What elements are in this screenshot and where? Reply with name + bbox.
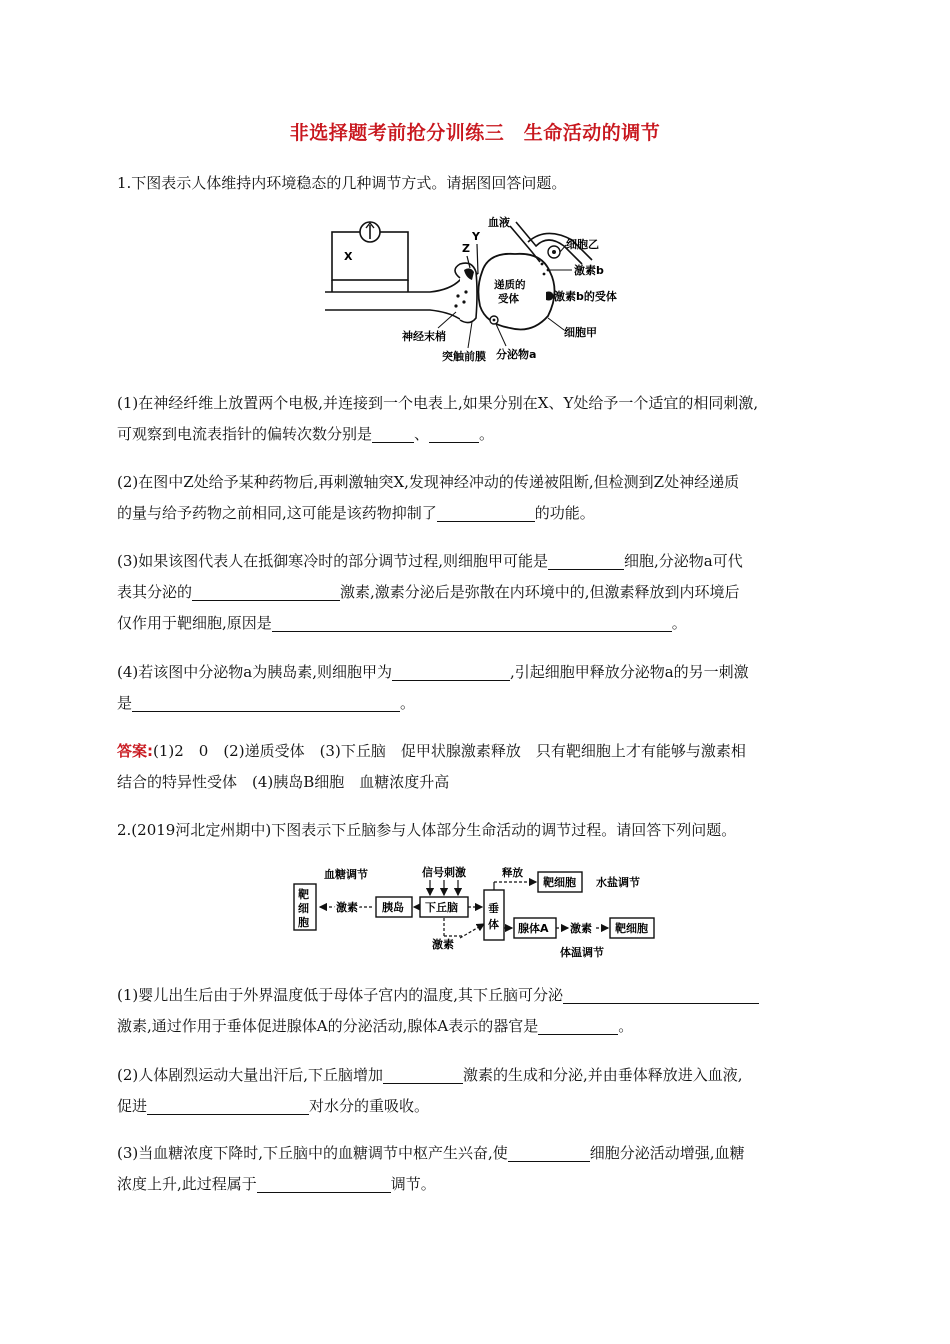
- answer-blank[interactable]: [437, 503, 535, 522]
- label-cell-jia: 细胞甲: [564, 326, 597, 339]
- q2-part1-line2: [117, 1011, 837, 1042]
- answer-blank[interactable]: [192, 582, 340, 601]
- q2-part1: [117, 980, 837, 1042]
- q1-part2-line2: [117, 498, 837, 529]
- text: 浓度上升,此过程属于: [117, 1175, 257, 1193]
- label-target-2: 靶细胞: [615, 922, 648, 935]
- text: 的量与给予药物之前相同,这可能是该药物抑制了: [117, 504, 437, 522]
- text: 、: [414, 425, 430, 443]
- q1-part2: [117, 467, 837, 529]
- q2-figure: [290, 860, 670, 968]
- q1-stem: [117, 168, 837, 199]
- q1-answer: [117, 736, 837, 798]
- answer-blank[interactable]: [548, 551, 624, 570]
- answer-blank[interactable]: [147, 1096, 309, 1115]
- q2-part2-line2: [117, 1091, 837, 1122]
- target-left-char-3: 胞: [298, 916, 309, 929]
- label-temp: 体温调节: [560, 946, 604, 959]
- text: 仅作用于靶细胞,原因是: [117, 614, 272, 632]
- answer-blank[interactable]: [372, 424, 414, 443]
- text: (3)如果该图代表人在抵御寒冷时的部分调节过程,则细胞甲可能是: [117, 552, 549, 570]
- label-hormone-3: 激素: [432, 938, 454, 951]
- answer-blank[interactable]: [563, 985, 759, 1004]
- answer-blank[interactable]: [383, 1065, 463, 1084]
- answer-blank[interactable]: [257, 1174, 391, 1193]
- text: (3)当血糖浓度下降时,下丘脑中的血糖调节中枢产生兴奋,使: [117, 1144, 508, 1162]
- q1-answer-line2: 结合的特异性受体 (4)胰岛B细胞 血糖浓度升高: [117, 773, 450, 791]
- text: (1)婴儿出生后由于外界温度低于母体子宫内的温度,其下丘脑可分泌: [117, 986, 564, 1004]
- answer-blank[interactable]: [429, 424, 479, 443]
- label-hormone-b-receptor: 激素b的受体: [554, 290, 617, 303]
- q1-part3-line1: [117, 546, 837, 577]
- q1-part3-line2: [117, 577, 837, 608]
- q1-part3-line3: [117, 608, 837, 639]
- q2-part1-line1: [117, 980, 837, 1011]
- answer-text: (1)2 0 (2)递质受体 (3)下丘脑 促甲状腺激素释放 只有靶细胞上才有能够与激素相: [153, 742, 746, 760]
- axon: [325, 273, 478, 292]
- q1-stem-text: 1.下图表示人体维持内环境稳态的几种调节方式。请据图回答问题。: [117, 174, 567, 192]
- text: 是: [117, 694, 133, 712]
- label-nerve-ending: 神经末梢: [402, 330, 446, 343]
- text: 。: [671, 614, 687, 632]
- q2-part2-line1: [117, 1060, 837, 1091]
- text: 细胞分泌活动增强,血糖: [589, 1144, 745, 1162]
- label-hormone-b: 激素b: [574, 264, 604, 277]
- pituitary-char-1: 垂: [488, 902, 499, 915]
- text: (4)若该图中分泌物a为胰岛素,则细胞甲为: [117, 663, 392, 681]
- text: 激素,激素分泌后是弥散在内环境中的,但激素释放到内环境后: [340, 583, 740, 601]
- text: (2)人体剧烈运动大量出汗后,下丘脑增加: [117, 1066, 384, 1084]
- q1-part3: [117, 546, 837, 639]
- text: 的功能。: [534, 504, 595, 522]
- q2-part3: [117, 1138, 837, 1200]
- label-water-salt: 水盐调节: [596, 876, 640, 889]
- label-hormone-2: 激素: [570, 922, 592, 935]
- label-blood-sugar: 血糖调节: [324, 868, 368, 881]
- text: 。: [479, 425, 495, 443]
- text: 对水分的重吸收。: [309, 1097, 430, 1115]
- label-x: X: [344, 250, 353, 263]
- label-islet: 胰岛: [382, 901, 404, 914]
- q1-part4: [117, 657, 837, 719]
- answer-label: 答案:: [117, 742, 153, 760]
- answer-blank[interactable]: [508, 1143, 590, 1162]
- label-target-1: 靶细胞: [543, 876, 576, 889]
- label-presynaptic: 突触前膜: [442, 350, 486, 363]
- q2-part3-line1: [117, 1138, 837, 1169]
- q1-part4-line2: [117, 688, 837, 719]
- text: 。: [618, 1017, 634, 1035]
- text: 激素,通过作用于垂体促进腺体A的分泌活动,腺体A表示的器官是: [117, 1017, 539, 1035]
- page-title: 非选择题考前抢分训练三 生命活动的调节: [289, 122, 661, 144]
- label-signal: 信号刺激: [422, 866, 466, 879]
- text: 细胞,分泌物a可代: [624, 552, 743, 570]
- q2-part2: [117, 1060, 837, 1122]
- label-y: Y: [472, 230, 480, 243]
- answer-blank[interactable]: [392, 662, 510, 681]
- label-receptor-1: 递质的: [494, 279, 526, 291]
- q1-part1-line1: (1)在神经纤维上放置两个电极,并连接到一个电表上,如果分别在X、Y处给予一个适宜的相同刺激,: [117, 394, 759, 412]
- label-release: 释放: [502, 867, 523, 879]
- q1-figure: [320, 212, 640, 372]
- label-secretion-a: 分泌物a: [496, 348, 537, 361]
- q2-stem-text: 2.(2019河北定州期中)下图表示下丘脑参与人体部分生命活动的调节过程。请回答下列问题。: [117, 821, 737, 839]
- text: 激素的生成和分泌,并由垂体释放进入血液,: [463, 1066, 743, 1084]
- pituitary-char-2: 体: [488, 918, 499, 931]
- text: 可观察到电流表指针的偏转次数分别是: [117, 425, 373, 443]
- target-left-char-2: 细: [298, 902, 309, 915]
- text: ,引起细胞甲释放分泌物a的另一刺激: [509, 663, 749, 681]
- answer-blank[interactable]: [538, 1016, 618, 1035]
- answer-blank[interactable]: [132, 693, 400, 712]
- q2-part3-line2: [117, 1169, 837, 1200]
- q2-stem: [117, 815, 837, 846]
- label-hypothalamus: 下丘脑: [425, 901, 458, 914]
- q1-part2-line1: (2)在图中Z处给予某种药物后,再刺激轴突X,发现神经冲动的传递被阻断,但检测到Z处神经递质: [117, 473, 740, 491]
- q1-answer-line1: [117, 736, 837, 767]
- text: 表其分泌的: [117, 583, 193, 601]
- text: 调节。: [390, 1175, 436, 1193]
- text: 。: [400, 694, 416, 712]
- label-gland-a: 腺体A: [518, 922, 549, 935]
- q1-part1-line2: [117, 419, 837, 450]
- text: 促进: [117, 1097, 148, 1115]
- pituitary-box: [484, 890, 504, 940]
- label-cell-yi: 细胞乙: [566, 238, 599, 251]
- label-z: Z: [462, 242, 470, 255]
- label-receptor-2: 受体: [498, 293, 519, 305]
- answer-blank[interactable]: [272, 613, 672, 632]
- q1-part1: [117, 388, 837, 450]
- target-left-char-1: 靶: [298, 888, 309, 901]
- q1-part4-line1: [117, 657, 837, 688]
- label-hormone-1: 激素: [336, 901, 358, 914]
- label-blood: 血液: [488, 216, 510, 229]
